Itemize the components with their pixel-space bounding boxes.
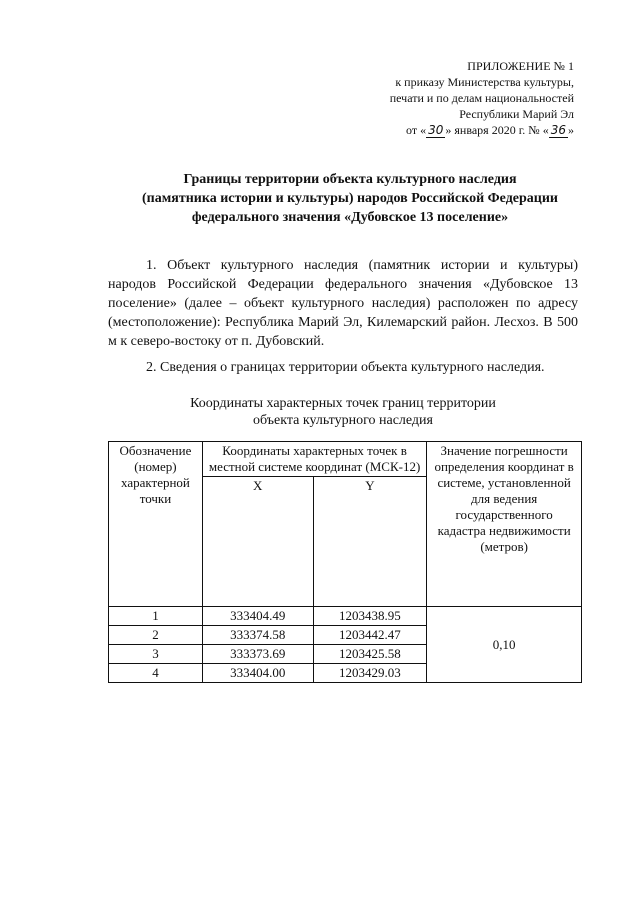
title-line-3: федерального значения «Дубовское 13 поселение» (191, 210, 509, 225)
coord-y: 1203442.47 (313, 626, 427, 645)
coord-y: 1203438.95 (313, 607, 427, 626)
coord-x: 333374.58 (202, 626, 313, 645)
appendix-date-line (334, 122, 574, 138)
appendix-republic: Республики Марий Эл (459, 107, 574, 121)
date-prefix: от « (406, 123, 427, 137)
header-error: Значение погрешности определения координат в системе, установленной для ведения государственного кадастра недвижимости (метров) (427, 442, 582, 607)
table-caption (108, 395, 578, 429)
paragraph-boundaries-info: 2. Сведения о границах территории объекта культурного наследия. (146, 360, 545, 375)
point-number: 2 (109, 626, 203, 645)
header-y: Y (313, 477, 427, 607)
header-x: X (202, 477, 313, 607)
point-number: 1 (109, 607, 203, 626)
coord-x: 333404.00 (202, 664, 313, 683)
date-suffix: » (568, 123, 574, 137)
coord-x: 333373.69 (202, 645, 313, 664)
coord-y: 1203425.58 (313, 645, 427, 664)
point-number: 4 (109, 664, 203, 683)
header-point-number: Обозначение (номер) характерной точки (109, 442, 203, 607)
table-row (109, 607, 582, 626)
paragraph-object-location: 1. Объект культурного наследия (памятник истории и культуры) народов Российской Федерации федерального значения «Дубовское 13 поселение» (далее – объект культурного наследия) расположен по адресу (местоположение): Республика Марий Эл, Килемарский район. Лесхоз. В 500 м к северо-востоку от п. Дубовский. (108, 258, 578, 349)
header-coordinates: Координаты характерных точек в местной системе координат (МСК-12) (202, 442, 426, 477)
coord-x: 333404.49 (202, 607, 313, 626)
appendix-header (334, 58, 574, 138)
appendix-order-ref: к приказу Министерства культуры, (395, 75, 574, 89)
title-line-2: (памятника истории и культуры) народов Российской Федерации (142, 191, 558, 206)
coord-y: 1203429.03 (313, 664, 427, 683)
appendix-ministry: печати и по делам национальностей (389, 91, 574, 105)
appendix-title: ПРИЛОЖЕНИЕ № 1 (467, 59, 574, 73)
caption-line-2: объекта культурного наследия (253, 413, 433, 428)
handwritten-order-number: 36 (550, 123, 566, 137)
document-title (100, 170, 600, 227)
date-middle: » января 2020 г. № « (445, 123, 549, 137)
coordinates-table (108, 441, 582, 683)
point-number: 3 (109, 645, 203, 664)
handwritten-day: 30 (428, 123, 444, 137)
title-line-1: Границы территории объекта культурного наследия (183, 172, 517, 187)
caption-line-1: Координаты характерных точек границ территории (190, 396, 496, 411)
error-value: 0,10 (427, 607, 582, 683)
